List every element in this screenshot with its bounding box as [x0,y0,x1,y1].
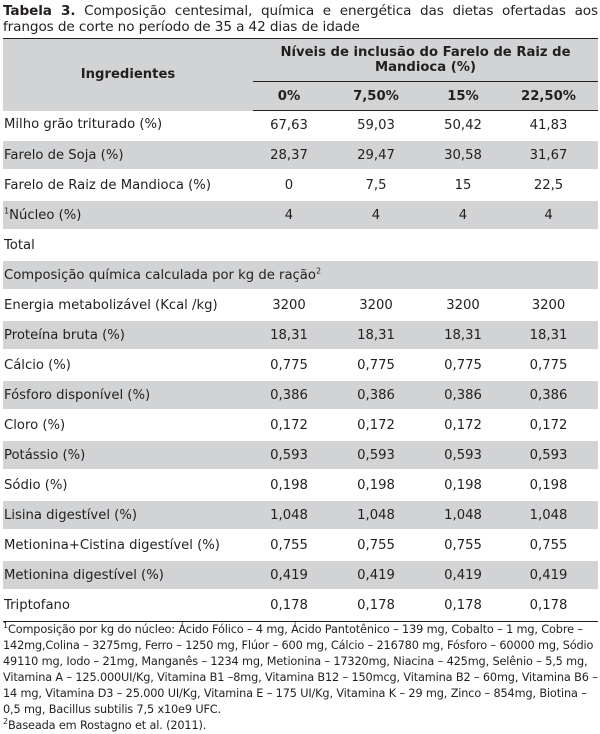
footnote-1 [3,622,598,718]
row-value-3: 0,775 [499,350,598,380]
row-value-2: 50,42 [444,117,482,133]
row-value-0: 1,048 [253,500,325,530]
level-header-1: 7,50% [325,82,427,111]
section-label-marker: 2 [315,266,322,276]
row-value-0: 0,386 [253,380,325,410]
table-caption-label: Tabela 3. [3,3,76,19]
row-label-text: Milho grão triturado (%) [4,117,163,133]
row-value-3: 0,419 [499,560,598,590]
row-value-1: 7,5 [325,170,427,200]
row-value-1: 18,31 [325,320,427,350]
row-value-3: 0,198 [499,470,598,500]
row-value-1: 29,47 [325,140,427,170]
footnote-1-text: Composição por kg do núcleo: Ácido Fólico – 4 mg, Ácido Pantotênico – 139 mg, Cobalto – 1 mg, Cobre – 142mg,Colina – 3275mg, Ferro – 1250 mg, Flúor – 600 mg, Cálcio – 216780 mg, Fósforo – 60000 mg, Sódio 49110 mg, Iodo – 21mg, Manganês – 1234 mg, Metionina – 17320mg, Niacina – 425mg, Selênio – 5,5 mg, Vitamina A – 125.000UI/Kg, Vitamina B1 –8mg, Vitamina B12 – 150mcg, Vitamina B2 – 60mg, Vitamina B6 – 14 mg, Vitamina D3 – 25.000 UI/Kg, Vitamina E – 175 UI/Kg, Vitamina K – 29 mg, Zinco – 854mg, Biotina – 0,5 mg, Bacillus subtilis 7,5 x10e9 UFC. [3,623,598,716]
row-value-2: 18,31 [427,320,499,350]
row-value-1: 4 [325,200,427,230]
row-label [3,590,253,619]
row-value-3: 0,178 [499,590,598,619]
row-label-text: Metionina digestível (%) [4,567,164,583]
table-body [3,111,598,620]
table-row [3,170,598,200]
row-value-3: 1,048 [499,500,598,530]
row-value-0: 0,172 [253,410,325,440]
row-value-0: 4 [253,200,325,230]
row-label-text: Metionina+Cistina digestível (%) [4,537,220,553]
composition-table [3,38,598,619]
row-value-0: 0,593 [253,440,325,470]
table-row [3,200,598,230]
table-caption-text: Composição centesimal, química e energética das dietas ofertadas aos frangos de corte no período de 35 a 42 dias de idade [3,3,598,35]
row-value-1: 0,178 [325,590,427,619]
row-value-1: 0,172 [325,410,427,440]
row-label-text: Proteína bruta (%) [4,327,125,343]
row-label [3,410,253,440]
row-label [3,470,253,500]
row-value-3: 0,593 [499,440,598,470]
row-value-0: 0,775 [253,350,325,380]
row-value-2 [427,230,499,260]
row-value-3: 0,386 [499,380,598,410]
row-value-0: 18,31 [253,320,325,350]
row-label [3,560,253,590]
row-label-text: Farelo de Raiz de Mandioca (%) [4,177,211,193]
row-label [3,440,253,470]
row-value-0: 0,755 [253,530,325,560]
table-row [3,590,598,619]
row-label-text: Farelo de Soja (%) [4,147,124,163]
table-header [3,39,598,111]
row-label-text: Triptofano [4,597,70,613]
table-row [3,140,598,170]
row-label-text: Energia metabolizável (Kcal /kg) [4,297,218,313]
row-label [3,290,253,320]
row-value-2: 15 [427,170,499,200]
footnote-2-text: Baseada em Rostagno et al. (2011). [7,719,207,732]
row-value-3: 0,172 [499,410,598,440]
row-value-0: 67,63 [270,117,308,133]
row-value-3: 22,5 [499,170,598,200]
table-row [3,410,598,440]
row-label [3,170,253,200]
row-label [3,320,253,350]
row-value-2: 0,775 [427,350,499,380]
row-label [3,530,253,560]
row-value-1: 59,03 [357,117,395,133]
table-row [3,440,598,470]
row-value-3: 18,31 [499,320,598,350]
row-label [3,230,253,260]
section-label [3,260,598,290]
table-caption [3,3,598,35]
row-value-1: 3200 [325,290,427,320]
row-label [3,500,253,530]
level-header-0: 0% [253,82,325,111]
row-label-text: Fósforo disponível (%) [4,387,151,403]
table-row [3,470,598,500]
row-value-1: 0,419 [325,560,427,590]
table-row [3,320,598,350]
row-value-3: 41,83 [529,117,568,133]
row-value-0: 3200 [253,290,325,320]
ingredients-header: Ingredientes [3,39,253,111]
row-label [3,350,253,380]
row-label-text: Lisina digestível (%) [4,507,137,523]
row-value-0 [253,230,325,260]
row-label-text: Cloro (%) [4,417,66,433]
table-footnotes [3,621,598,734]
row-value-0: 28,37 [253,140,325,170]
table-row [3,350,598,380]
row-value-2: 0,593 [427,440,499,470]
row-value-1: 0,198 [325,470,427,500]
row-value-2: 1,048 [427,500,499,530]
row-value-2: 0,386 [427,380,499,410]
row-label-text: Núcleo (%) [9,207,82,223]
table-row [3,500,598,530]
section-label-text: Composição química calculada por kg de ração [4,267,316,283]
row-value-2: 0,172 [427,410,499,440]
row-label-text: Sódio (%) [4,477,68,493]
table-row [3,380,598,410]
row-label-marker: 1 [4,206,10,216]
row-value-3: 31,67 [499,140,598,170]
row-value-2: 0,755 [427,530,499,560]
table-row [3,530,598,560]
row-value-1: 1,048 [325,500,427,530]
footnote-2 [3,718,598,734]
row-value-1: 0,386 [325,380,427,410]
row-value-2: 3200 [427,290,499,320]
row-value-0: 0 [253,170,325,200]
row-value-3: 4 [499,200,598,230]
row-value-0: 0,198 [253,470,325,500]
row-value-3 [499,230,598,260]
level-header-3: 22,50% [499,82,598,111]
table-row [3,290,598,320]
row-value-3: 0,755 [499,530,598,560]
row-value-1: 0,755 [325,530,427,560]
row-label-text: Total [4,237,35,253]
row-value-2: 0,198 [427,470,499,500]
row-value-2: 0,419 [427,560,499,590]
table-row [3,560,598,590]
row-label-text: Cálcio (%) [4,357,71,373]
row-label [3,111,253,141]
row-value-1: 0,775 [325,350,427,380]
row-label [3,380,253,410]
row-label-text: Potássio (%) [4,447,86,463]
row-value-0: 0,178 [253,590,325,619]
row-value-0: 0,419 [253,560,325,590]
row-label [3,140,253,170]
row-value-2: 30,58 [427,140,499,170]
row-value-2: 4 [427,200,499,230]
table-row [3,230,598,260]
row-value-1 [325,230,427,260]
row-value-3: 3200 [499,290,598,320]
footnote-1-marker: 1 [3,621,8,631]
inclusion-levels-header: Níveis de inclusão do Farelo de Raiz de Mandioca (%) [253,39,598,82]
table-row [3,111,598,141]
row-label [3,200,253,230]
section-row [3,260,598,290]
row-value-1: 0,593 [325,440,427,470]
row-value-2: 0,178 [427,590,499,619]
level-header-2: 15% [427,82,499,111]
footnote-2-marker: 2 [3,717,8,727]
